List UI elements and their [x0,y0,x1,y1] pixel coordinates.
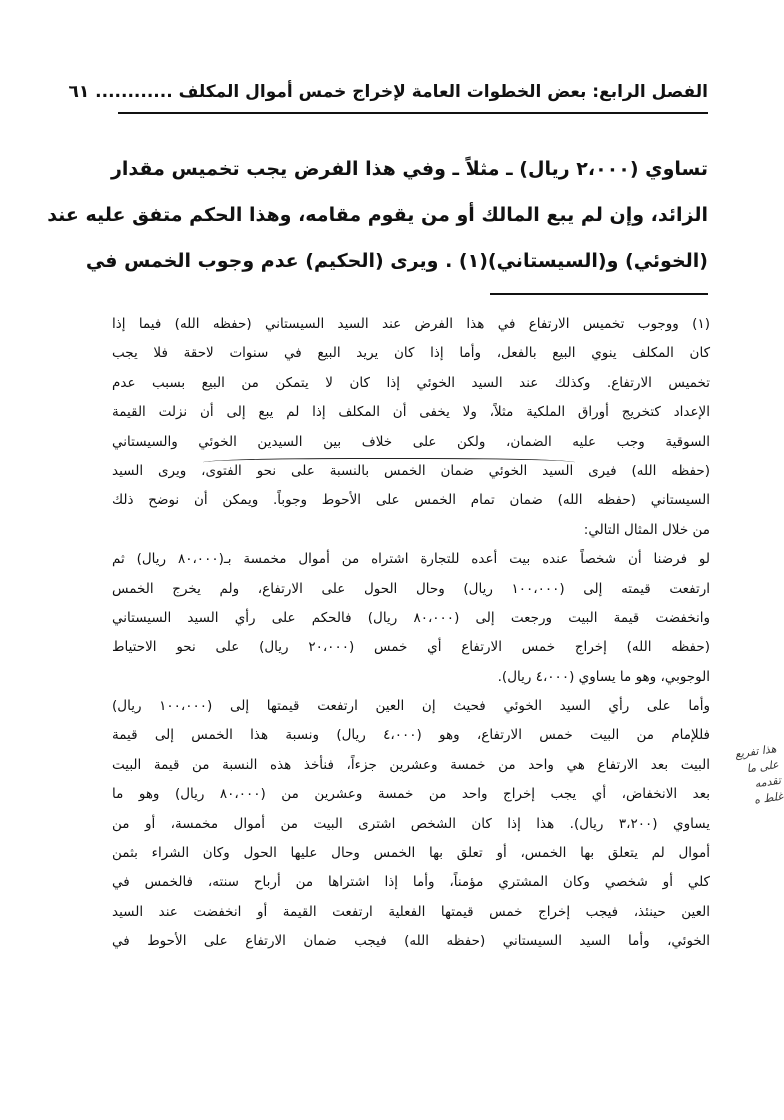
footnote-line: بعد الانخفاض، أي يجب إخراج واحد من خمسة وعشرين من (٨٠،٠٠٠ ريال) وهو ما [112,786,710,803]
footnote-line: لو فرضنا أن شخصاً عنده بيت أعده للتجارة اشتراه من أموال مخمسة بـ(٨٠،٠٠٠ ريال) ثم [112,551,710,568]
running-header: الفصل الرابع: بعض الخطوات العامة لإخراج خمس أموال المكلف ............ ٦١ [68,82,708,102]
footnote-line: البيت بعد الارتفاع هي واحد من خمسة وعشرين جزءاً، فنأخذ هذه النسبة من قيمة البيت [112,756,710,773]
margin-note-line: على ما تقدمه [745,757,782,791]
footnote-line: أموال لم يتعلق بها الخمس، أو تعلق بها الخمس وحال عليها الحول وكان الشراء بثمن [112,845,710,862]
body-line: الزائد، وإن لم يبع المالك أو من يقوم مقامه، وهذا الحكم متفق عليه عند [47,204,708,226]
footnote-line: (١) ووجوب تخميس الارتفاع في هذا الفرض عند السيد السيستاني (حفظه الله) فيما إذا [112,316,710,332]
footnote-line: يساوي (٣،٢٠٠ ريال). هذا إذا كان الشخص اشترى البيت من أموال مخمسة، أو من [112,815,711,832]
footnote-line: السيستاني (حفظه الله) ضمان تمام الخمس على الأحوط وجوباً. ويمكن أن نوضح ذلك [112,492,710,509]
footnote-line: العين حينئذ، فيجب إخراج خمس قيمتها الفعلية ارتفعت القيمة أو انخفضت عند السيد [112,903,710,920]
footnote-line: فللإمام من البيت خمس الارتفاع، وهو (٤،٠٠٠ ريال) ونسبة هذا الخمس إلى قيمة [112,727,710,744]
footnote-line: (حفظه الله) إخراج خمس الارتفاع أي خمس (٢٠،٠٠٠ ريال) على نحو الاحتياط [112,639,710,656]
footnote-line: ارتفعت قيمته إلى (١٠٠،٠٠٠ ريال) وحال الحول على الارتفاع، ولم يخرج الخمس [112,580,710,597]
handwritten-underline [203,458,575,469]
footnote-line: (حفظه الله) فيرى السيد الخوئي ضمان الخمس بالنسبة على نحو الفتوى، ويرى السيد [112,462,710,479]
footnote-line: كان المكلف ينوي البيع بالفعل، وأما إذا كان يريد البيع في سنوات لاحقة فلا يجب [112,345,710,362]
footnote-line: الإعداد كتخريج أوراق الملكية مثلاً، ولا يخفى أن المكلف إذا لم يبع إلى أن نزلت القيمة [112,404,710,421]
main-body-text [47,146,708,284]
footnote-line: الوجوبي، وهو ما يساوي (٤،٠٠٠ ريال). [497,668,710,685]
footnote-block [112,310,710,957]
body-line: تساوي (٢،٠٠٠ ريال) ـ مثلاً ـ وفي هذا الفرض يجب تخميس مقدار [110,158,708,180]
margin-note-line: غلط ه [753,789,784,807]
footnote-line: تخميس الارتفاع. وكذلك عند السيد الخوئي إذا كان لا يتمكن من البيع بسبب عدم [112,374,710,391]
footnote-line: السوقية وجب عليه الضمان، ولكن على خلاف بين السيدين الخوئي والسيستاني [112,433,710,450]
footnote-line: كلي أو شخصي وكان المشتري مؤمناً، وأما إذا اشتراها من أرباح سنته، فالخمس في [112,874,710,891]
body-line: (الخوئي) و(السيستاني)(١) . ويرى (الحكيم) عدم وجوب الخمس في [85,250,708,272]
footnote-line: وانخفضت قيمة البيت ورجعت إلى (٨٠،٠٠٠ ريال) فالحكم على رأي السيد السيستاني [112,609,710,626]
header-rule [118,112,708,114]
footnote-line: من خلال المثال التالي: [583,521,710,538]
margin-note-line: هذا تفريع [734,742,778,761]
footnote-line: الخوئي، وأما السيد السيستاني (حفظه الله) فيجب ضمان الارتفاع على الأحوط في [112,933,710,950]
handwritten-margin-note [716,741,784,813]
footnote-line: وأما على رأي السيد الخوئي فحيث إن العين ارتفعت قيمتها إلى (١٠٠،٠٠٠ ريال) [112,698,710,715]
footnote-separator [490,293,708,295]
